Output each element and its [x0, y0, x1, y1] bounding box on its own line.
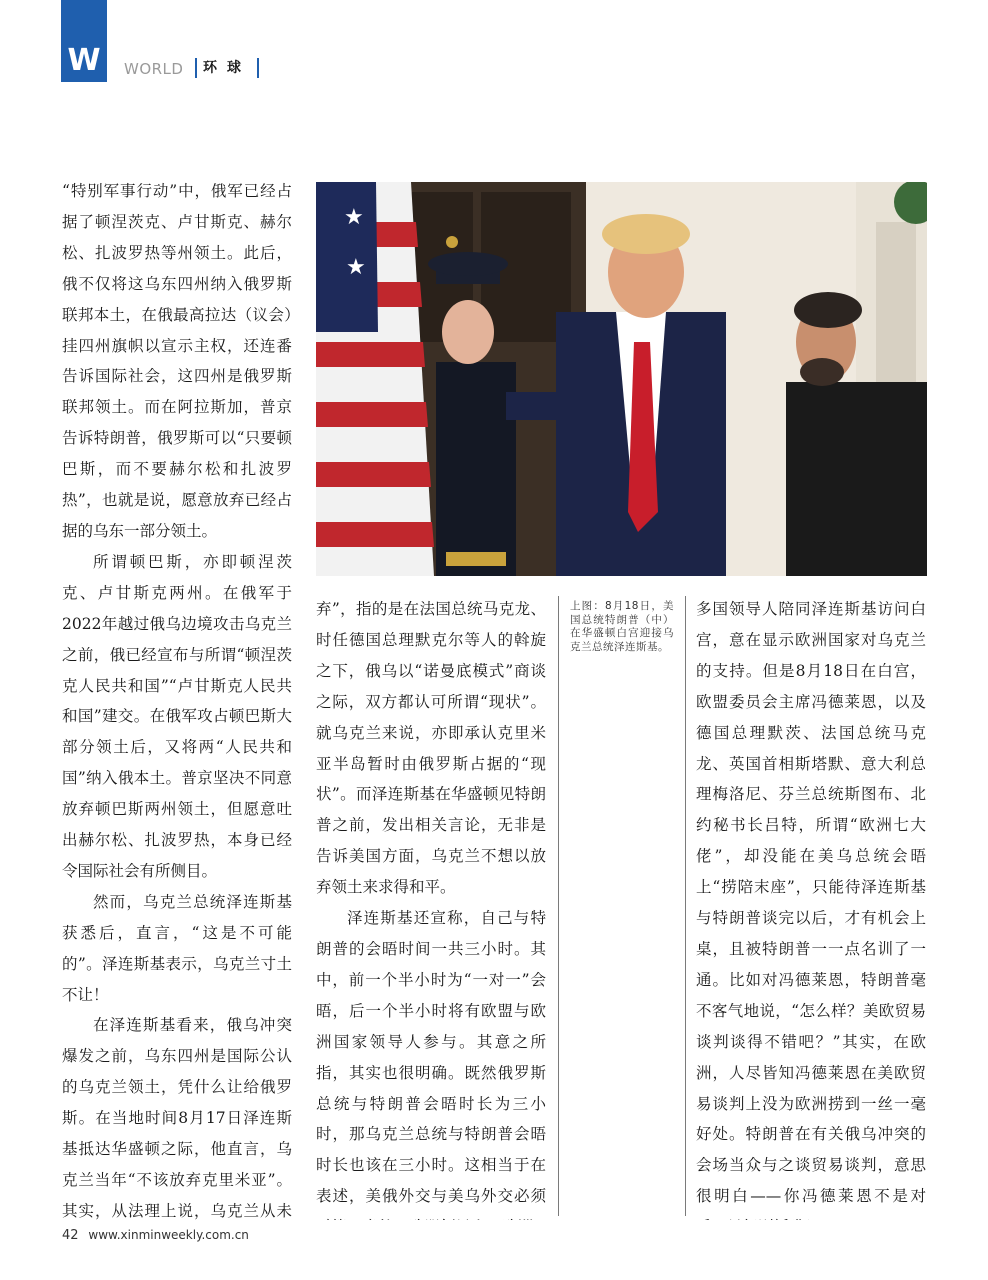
caption-divider-left — [558, 596, 559, 1216]
photo-illustration — [316, 182, 927, 576]
paragraph: 然而，乌克兰总统泽连斯基获悉后，直言，“这是不可能的”。泽连斯基表示，乌克兰寸土不让！ — [62, 892, 292, 1004]
paragraph: 所谓顿巴斯，亦即顿涅茨克、卢甘斯克两州。在俄军于2022年越过俄乌边境攻击乌克兰之前，俄已经宣布与所谓“顿涅茨克人民共和国”“卢甘斯克人民共和国”建交。在俄军攻占顿巴斯大部分领土后，又将两“人民共和国”纳入俄本土。普京坚决不同意放弃顿巴斯两州领土，但愿意吐出赫尔松、扎波罗热，本身已经令国际社会有所侧目。 — [62, 552, 292, 880]
paragraph: 在泽连斯基看来，俄乌冲突爆发之前，乌东四州是国际公认的乌克兰领土，凭什么让给俄罗斯。在当地时间8月17日泽连斯基抵达华盛顿之际，他直言，乌克兰当年“不该放弃克里米亚”。其实，从法理上说，乌克兰从未 — [62, 1016, 292, 1220]
section-logo-letter: W — [67, 43, 101, 78]
svg-text:★: ★ — [344, 205, 364, 230]
website-link[interactable]: www.xinminweekly.com.cn — [88, 1228, 249, 1242]
section-name-zh: 环球 — [195, 58, 259, 78]
paragraph: 泽连斯基还宣称，自己与特朗普的会晤时间一共三小时。其中，前一个半小时为“一对一”会晤，后一个半小时将有欧盟与欧洲国家领导人参与。其意之所指，其实也很明确。既然俄罗斯总统与特朗普会晤时长为三小时，那乌克兰总统与特朗普会晤时长也该在三小时。这相当于在表述，美俄外交与美乌外交必须 — [316, 909, 546, 1206]
paragraph: 多国领导人陪同泽连斯基访问白宫，意在显示欧洲国家对乌克兰的支持。但是8月18日在白宫，欧盟委员会主席冯德莱恩，以及德国总理默茨、法国总统马克龙、英国首相斯塔默、意大利总理梅洛尼、芬兰总统斯图布、北约秘书长吕特，所谓“欧洲七大佬”，却没能在美乌总统会晤上“捞陪末座”，只能待泽连斯基与特朗普谈完以后，才有机会上桌，且被特朗普一一点名训了一通。比如对冯德莱恩，特朗普毫不客气地说，“怎么样？美欧贸易谈判谈得不错吧？”其实，在欧洲，人尽皆知冯德莱恩在美欧贸易谈判上没为欧洲捞到一丝一毫好处。特朗普在有关俄乌冲突的会场当众与之谈贸易谈判，意思很明白——你冯德莱恩不是对 — [696, 600, 926, 1206]
article-column-2 — [316, 594, 546, 1220]
page-footer — [62, 1228, 249, 1243]
article-column-3 — [696, 594, 926, 1220]
photo-caption: 上图：8月18日，美国总统特朗普（中）在华盛顿白宫迎接乌克兰总统泽连斯基。 — [570, 600, 674, 653]
paragraph: “特别军事行动”中，俄军已经占据了顿涅茨克、卢甘斯克、赫尔松、扎波罗热等州领土。此后，俄不仅将这乌东四州纳入俄罗斯联邦本土，在俄最高拉达（议会）挂四州旗帜以宣示主权，还连番告诉国际社会，这四州是俄罗斯联邦领土。而在阿拉斯加，普京告诉特朗普，俄罗斯可以“只要顿巴斯，而不要赫尔松和扎波罗热”，也就是说，愿意放弃已经占据的乌东一部分领土。 — [62, 182, 292, 540]
section-logo — [61, 0, 107, 82]
page-number: 42 — [62, 1228, 79, 1243]
article-column-1 — [62, 176, 292, 1222]
news-photo — [316, 182, 927, 576]
section-name-en: WORLD — [124, 60, 184, 78]
paragraph: 弃”，指的是在法国总统马克龙、时任德国总理默克尔等人的斡旋之下，俄乌以“诺曼底模式”商谈之际，双方都认可所谓“现状”。就乌克兰来说，亦即承认克里米亚半岛暂时由俄罗斯占据的“现状”。而泽连斯基在华盛顿见特朗普之前，发出相关言论，无非是告诉美国方面，乌克兰不想以放弃领土来求得和平。 — [316, 600, 546, 897]
svg-text:★: ★ — [346, 255, 366, 280]
caption-divider-right — [685, 596, 686, 1216]
